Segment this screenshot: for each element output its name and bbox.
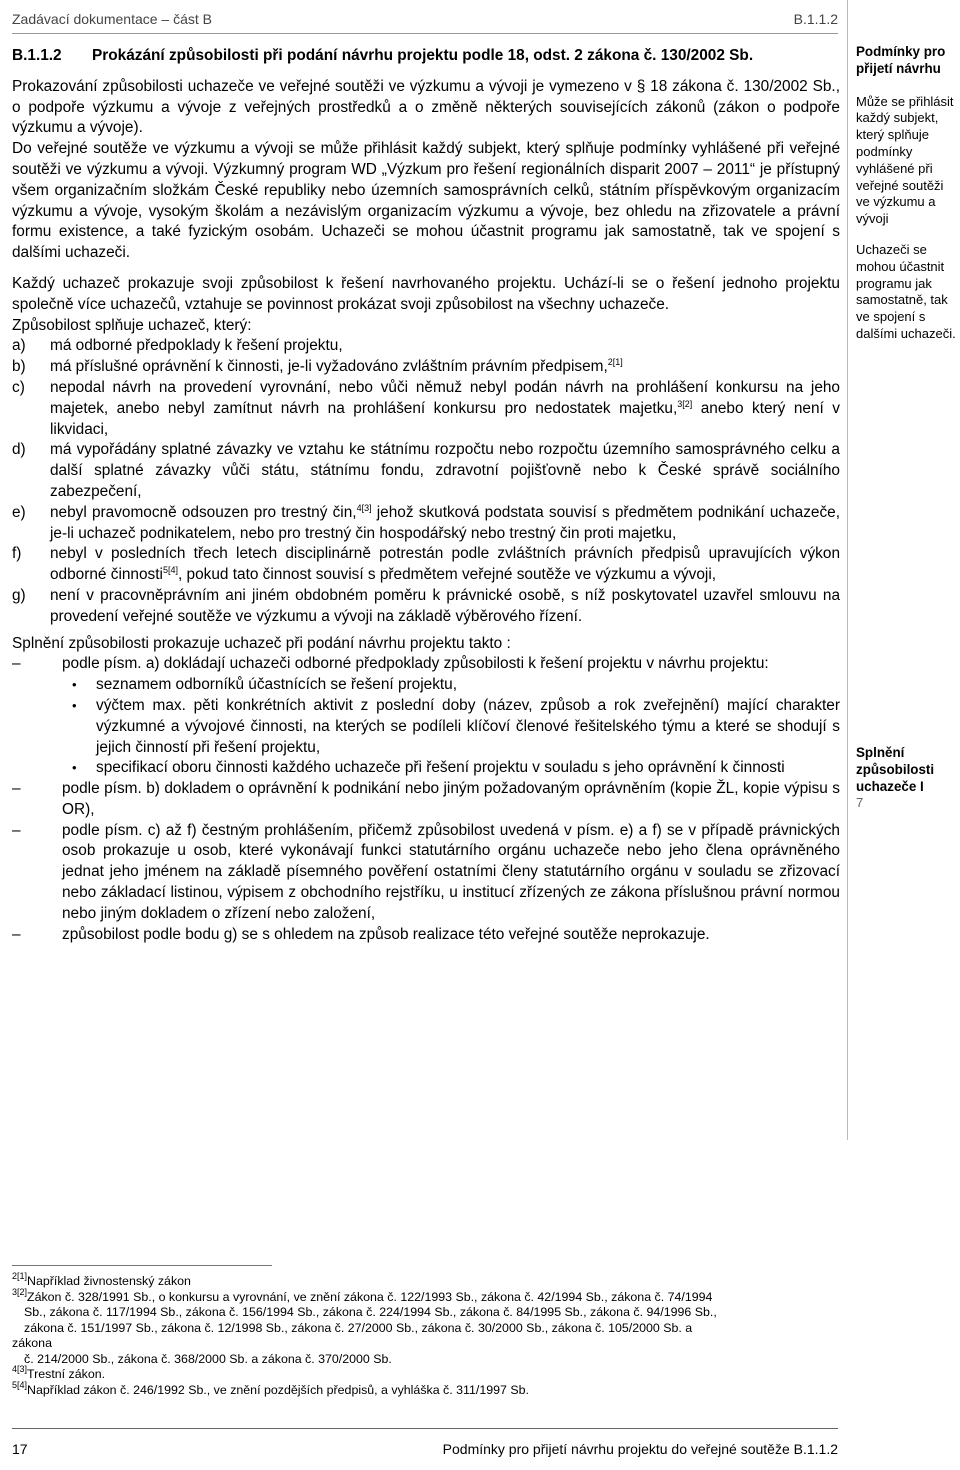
dash-text: podle písm. c) až f) čestným prohlášením, přičemž způsobilost uvedená v písm. e) a f) se v případě právnických osob prokazuje u osob, které vykonávají funkci statutárního orgánu uchazeče nebo jeho člena oprávněného jednat jeho jménem na základě písemného pověření ostatními členy statutárního orgánu v souladu se zřizovací nebo základací listinou, výpisem z obchodního rejstříku, u institucí zřízených ze zákona příslušnou právní normou nebo jiným dokladem o zřízení nebo založení, [62, 821, 840, 922]
bullet-marker: • [72, 697, 77, 713]
margin-divider [847, 0, 848, 1140]
item-text: nepodal návrh na provedení vyrovnání, nebo vůči němuž nebyl podán návrh na prohlášení konkursu na jeho majetek, anebo nebyl zamítnut návrh na prohlášení konkursu pro nedostatek majetku, [50, 378, 840, 417]
paragraph: Způsobilost splňuje uchazeč, který: [12, 316, 252, 334]
item-letter: g) [12, 586, 26, 604]
page-footer [12, 1428, 838, 1457]
main-content [12, 46, 840, 945]
sidebar-text: Může se přihlásit každý subjekt, který splňuje podmínky vyhlášené při veřejné soutěži ve výzkumu a vývoji [856, 93, 954, 227]
section-title: Prokázání způsobilosti při podání návrhu projektu podle 18, odst. 2 zákona č. 130/2002 Sb. [92, 47, 754, 64]
dash-text: podle písm. b) dokladem o oprávnění k podnikání nebo jiným požadovaným oprávněním (kopie ŽL, kopie výpisu s OR), [62, 780, 840, 818]
item-letter: a) [12, 337, 26, 355]
item-letter: d) [12, 441, 26, 459]
footnote-mark: 4[3] [12, 1364, 28, 1374]
footnote-ref[interactable]: 2[1] [607, 357, 623, 368]
dash-item [12, 821, 840, 925]
list-item [12, 440, 840, 502]
item-text: má příslušné oprávnění k činnosti, je-li vyžadováno zvláštním právním předpisem, [50, 358, 608, 376]
bullet-text: specifikací oboru činnosti každého uchazeče při řešení projektu v souladu s jeho oprávnění k činnosti [96, 759, 785, 777]
footnotes [12, 1271, 840, 1398]
item-letter: c) [12, 378, 25, 396]
list-item [12, 357, 840, 378]
sidebar-text: Uchazeči se mohou účastnit programu jak samostatně, tak ve spojení s dalšími uchazeči. [856, 241, 956, 341]
list-item [12, 586, 840, 628]
footnote [12, 1271, 840, 1290]
dash-item [12, 779, 840, 821]
footnote-text: zákona č. 151/1997 Sb., zákona č. 12/1998 Sb., zákona č. 27/2000 Sb., zákona č. 30/2000 Sb., zákona č. 105/2000 Sb. a [24, 1320, 693, 1335]
list-item [12, 503, 840, 545]
header-section-code: B.1.1.2 [793, 11, 838, 27]
footnote-text: Zákon č. 328/1991 Sb., o konkursu a vyrovnání, ve znění zákona č. 122/1993 Sb., zákona č. 42/1994 Sb., zákona č. 74/1994 [27, 1289, 713, 1304]
footnote-mark: 3[2] [12, 1286, 28, 1297]
footnote-ref[interactable]: 4[3] [356, 502, 372, 513]
item-text: anebo který není v likvidaci, [50, 399, 840, 438]
footnote-rule [12, 1265, 272, 1266]
footer-title: Podmínky pro přijetí návrhu projektu do veřejné soutěže B.1.1.2 [442, 1441, 838, 1457]
item-text: nebyl v posledních třech letech disciplinárně potrestán podle zvláštních právních předpisů upravujících výkon odborné činnosti [50, 545, 840, 584]
footnote-text: Například živnostenský zákon [27, 1274, 191, 1288]
item-letter: e) [12, 503, 26, 521]
dash-marker: – [12, 925, 21, 943]
paragraph: Prokazování způsobilosti uchazeče ve veřejné soutěži ve výzkumu a vývoji je vymezeno v § 18 zákona č. 130/2002 Sb., o podpoře výzkumu a vývoje z veřejných prostředků a o změně některých souvisejících zákonů (zákon o podpoře výzkumu a vývoje). [12, 77, 840, 137]
section-number: B.1.1.2 [12, 47, 62, 64]
bullet-text: výčtem max. pěti konkrétních aktivit z poslední doby (název, způsob a rok zveřejnění) mající charakter výzkumné a vývojové činnosti, na kterých se podíleli klíčoví členové řešitelského týmu a které se shodují s jejich činností při řešení projektu, [96, 696, 840, 756]
bullet-text: seznamem odborníků účastnících se řešení projektu, [96, 676, 458, 694]
bullet-marker: • [72, 677, 77, 693]
item-letter: f) [12, 545, 22, 563]
sidebar-heading: Splnění způsobilosti uchazeče I [856, 745, 935, 794]
footnote-text: Sb., zákona č. 117/1994 Sb., zákona č. 156/1994 Sb., zákona č. 224/1994 Sb., zákona č. 84/1995 Sb., zákona č. 94/1996 Sb., [24, 1305, 717, 1319]
page-header [12, 11, 838, 34]
paragraph: Do veřejné soutěže ve výzkumu a vývoji se může přihlásit každý subjekt, který splňuje podmínky vyhlášené při veřejné soutěži ve výzkumu a vývoji. Výzkumný program WD „Výzkum pro řešení regionálních disparit 2007 – 2011“ je přístupný všem organizačním složkám České republiky nebo územních samosprávních celků, státním příspěvkovým organizacím výzkumu a vývoje, vysokým školám a nezávislým organizacím výzkumu a vývoje, bez ohledu na zřizovatele a právní formu existence, a také fyzickým osobám. Uchazeči se mohou účastnit programu jak samostatně, tak ve spojení s dalšími uchazeči. [12, 140, 840, 262]
sidebar-heading: Podmínky pro přijetí návrhu [856, 44, 946, 76]
list-item [12, 336, 840, 357]
dash-item [12, 925, 840, 946]
item-text: nebyl pravomocně odsouzen pro trestný čin, [50, 503, 357, 521]
item-text: má vypořádány splatné závazky ve vztahu ke státnímu rozpočtu nebo rozpočtu územního samosprávného celku a další splatné závazky vůči státu, státnímu fondu, zdravotní pojišťovně nebo k České správě sociálního zabezpečení, [50, 441, 840, 500]
sidebar-number: 7 [856, 795, 864, 811]
dash-text: podle písm. a) dokládají uchazeči odborné předpoklady způsobilosti k řešení projektu v návrhu projektu: [62, 655, 769, 673]
footnote [12, 1364, 840, 1383]
sidebar-note-2 [856, 745, 960, 812]
item-text: , pokud tato činnost souvisí s předmětem veřejné soutěže ve výzkumu a vývoji, [177, 566, 717, 584]
footnote-text: Například zákon č. 246/1992 Sb., ve znění pozdějších předpisů, a vyhláška č. 311/1997 Sb. [27, 1382, 529, 1397]
list-item [12, 544, 840, 586]
header-doc-title: Zadávací dokumentace – část B [12, 11, 212, 27]
footnote [12, 1286, 840, 1306]
bullet-item [72, 675, 840, 696]
footnote [12, 1379, 840, 1399]
item-text: není v pracovněprávním ani jiném obdobném poměru k právnické osobě, s níž poskytovatel uzavřel smlouvu na provedení veřejné soutěže ve výzkumu a vývoji na základě výběrového řízení. [50, 586, 840, 625]
dash-marker: – [12, 821, 21, 839]
dash-marker: – [12, 655, 21, 673]
footnote-ref[interactable]: 5[4] [162, 565, 178, 576]
dash-marker: – [12, 780, 21, 798]
section-heading [12, 46, 840, 67]
footnote-mark: 2[1] [12, 1271, 28, 1281]
sidebar-note-1 [856, 44, 960, 343]
bullet-item [72, 758, 840, 779]
item-text: jehož skutková podstata souvisí s předmětem podnikání uchazeče, je-li uchazeč podnikatelem, nebo pro trestný čin hospodářský nebo trestný čin proti majetku, [50, 503, 840, 542]
page-number: 17 [12, 1441, 28, 1457]
bullet-item [72, 696, 840, 758]
item-text: má odborné předpoklady k řešení projektu, [50, 337, 343, 355]
paragraph: Splnění způsobilosti prokazuje uchazeč při podání návrhu projektu takto : [12, 634, 511, 652]
dash-text: způsobilost podle bodu g) se s ohledem na způsob realizace této veřejné soutěže neprokazuje. [62, 925, 710, 943]
dash-item [12, 654, 840, 675]
bullet-marker: • [72, 760, 77, 776]
footnote-text: zákona [12, 1336, 52, 1350]
footnote-text: Trestní zákon. [27, 1367, 106, 1381]
item-letter: b) [12, 358, 26, 376]
footnote-text: č. 214/2000 Sb., zákona č. 368/2000 Sb. a zákona č. 370/2000 Sb. [24, 1351, 392, 1366]
footnote-mark: 5[4] [12, 1379, 28, 1390]
list-item [12, 378, 840, 440]
paragraph: Každý uchazeč prokazuje svoji způsobilost k řešení navrhovaného projektu. Uchází-li se o řešení jednoho projektu společně více uchazečů, vztahuje se povinnost prokázat svoji způsobilost na všechny uchazeče. [12, 274, 840, 313]
footnote-ref[interactable]: 3[2] [677, 398, 693, 409]
